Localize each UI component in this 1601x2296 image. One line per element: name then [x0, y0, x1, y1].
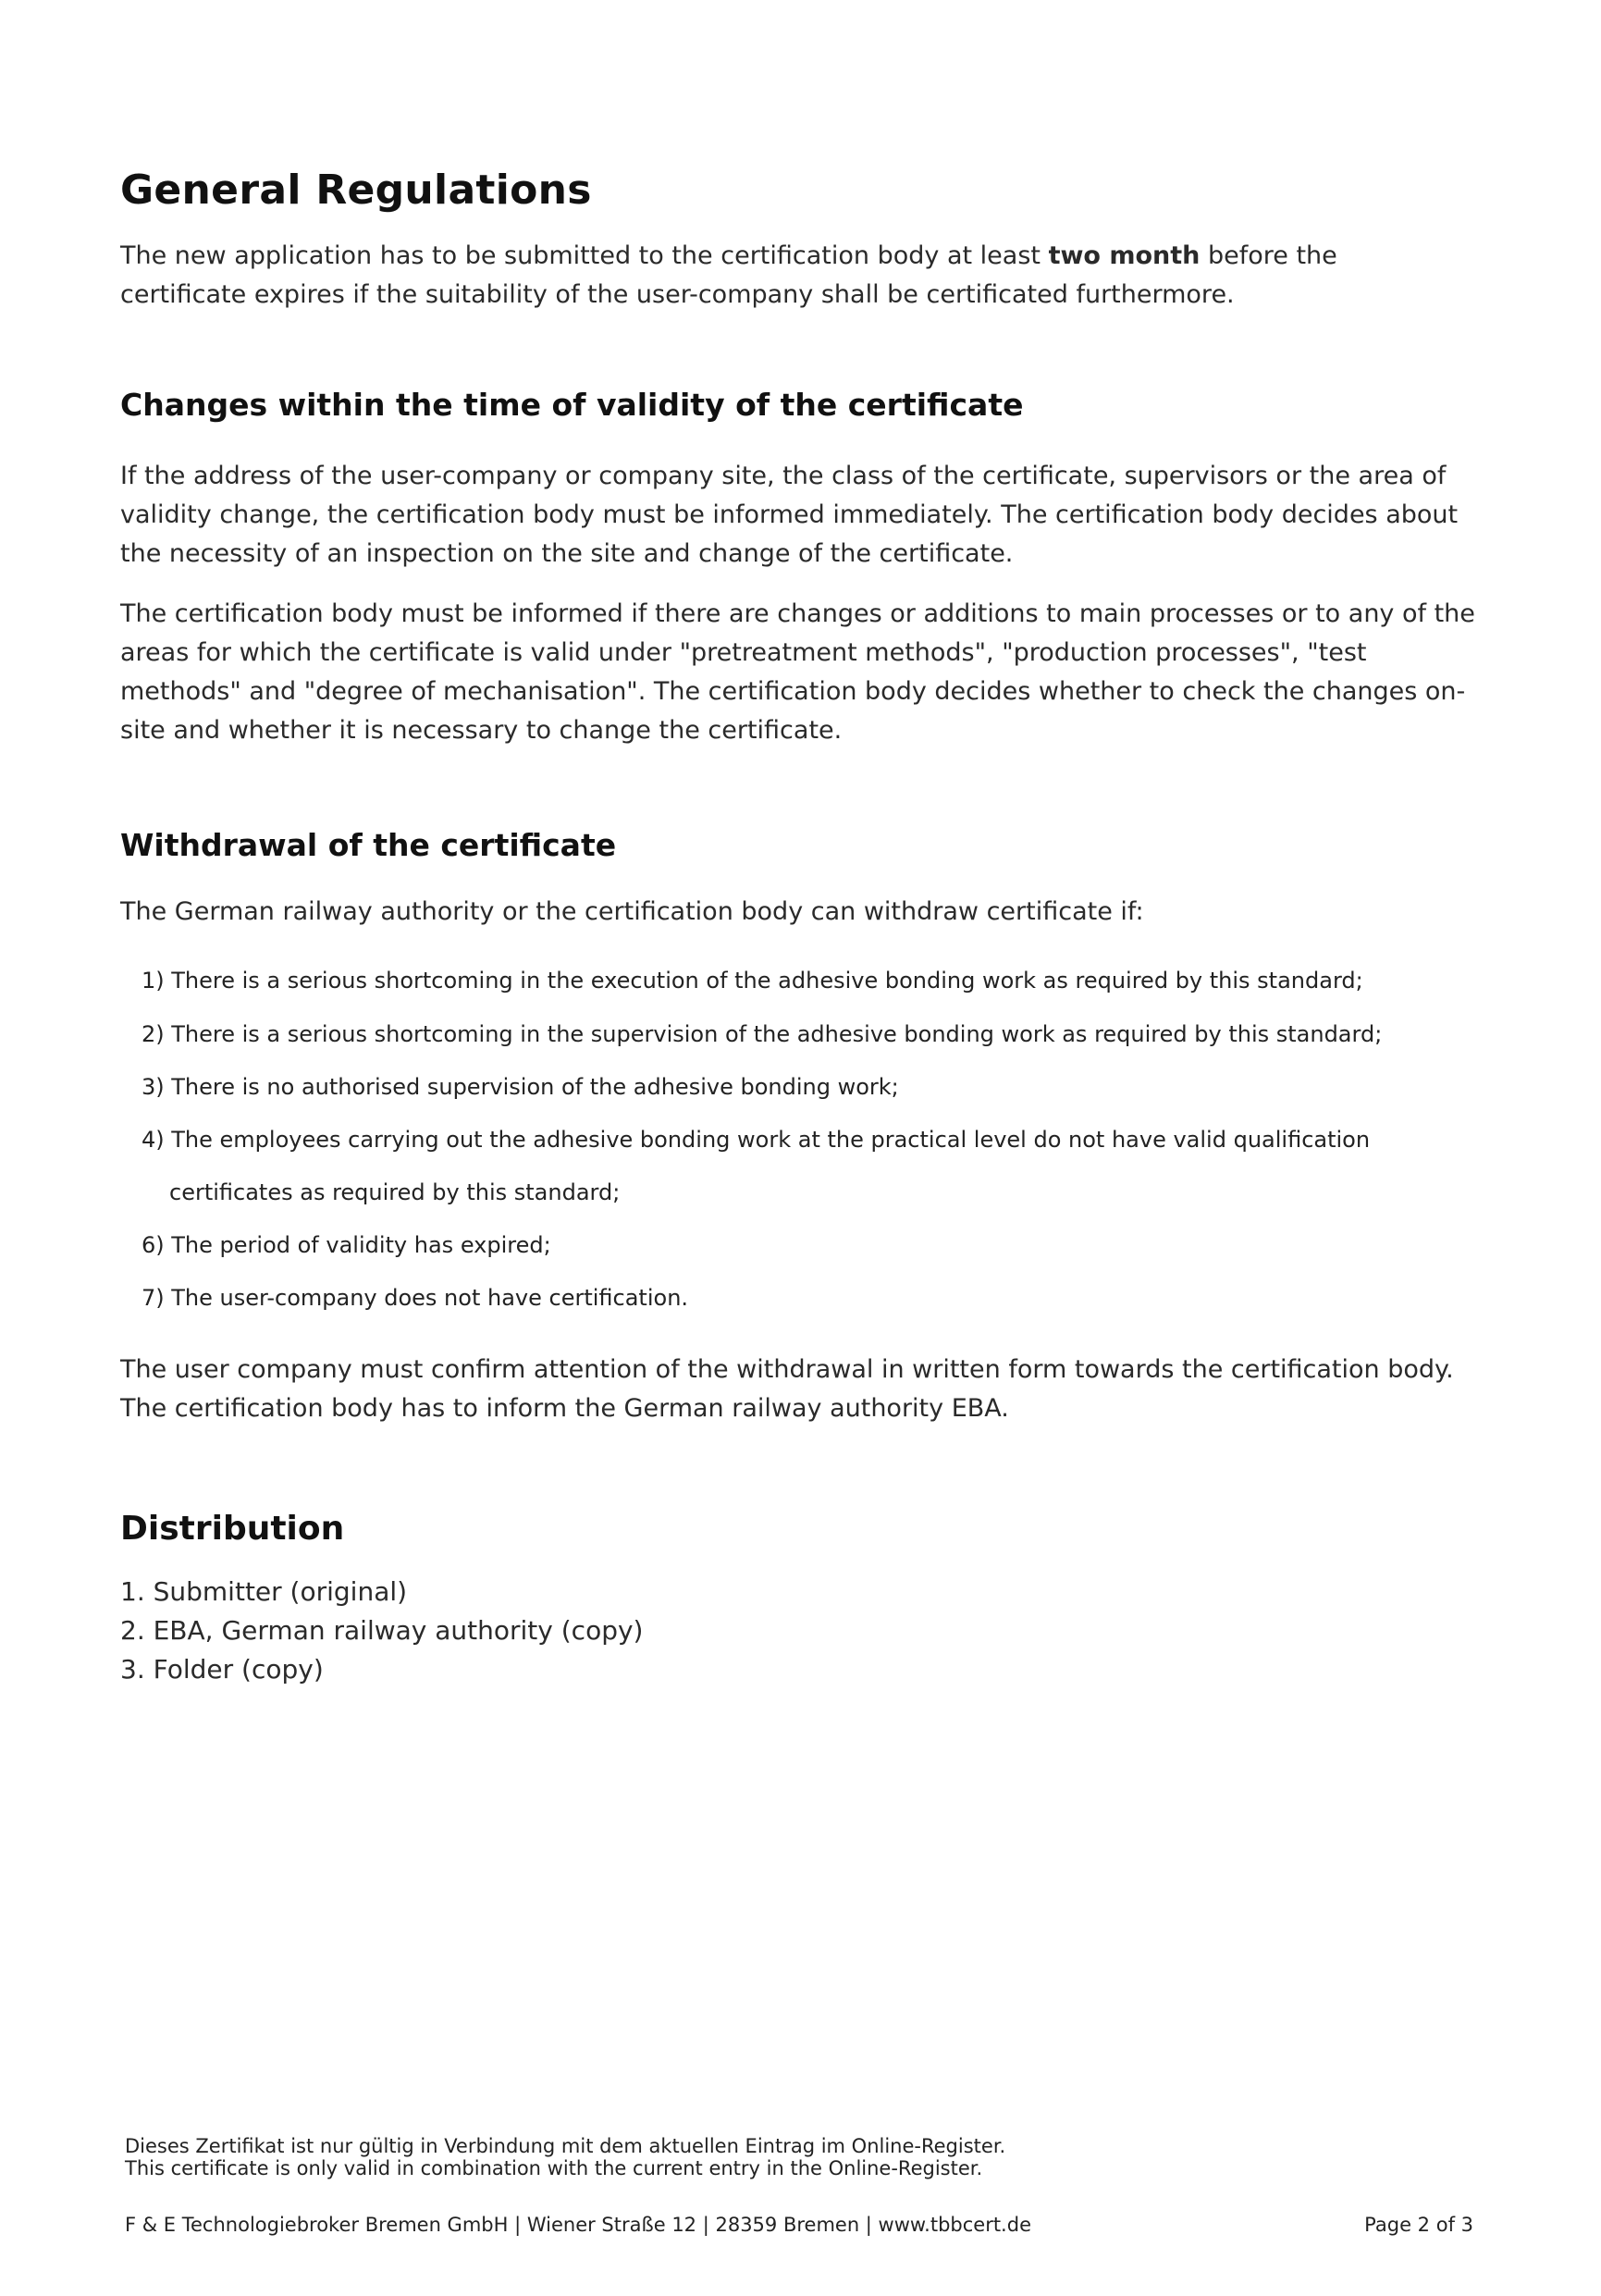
withdrawal-list	[142, 967, 1492, 1327]
withdrawal-intro	[120, 893, 1471, 932]
footer-note-en: This certificate is only valid in combination with the current entry in the Online-Register.	[125, 2157, 983, 2179]
general-text-bold: two month	[1048, 241, 1201, 270]
footer-company: F & E Technologiebroker Bremen GmbH | Wiener Straße 12 | 28359 Bremen | www.tbbcert.de	[125, 2214, 1031, 2236]
withdrawal-intro-text: The German railway authority or the certification body can withdraw certificate if:	[120, 897, 1144, 926]
page-number: Page 2 of 3	[1364, 2214, 1473, 2236]
withdrawal-section	[120, 827, 1471, 863]
general-text-after: before the certificate expires if the suitability of the user-company shall be certificated furthermore.	[120, 241, 1337, 309]
general-text-before: The new application has to be submitted to the certification body at least	[120, 241, 1049, 270]
withdrawal-item-2: 2) There is a serious shortcoming in the supervision of the adhesive bonding work as required by this standard;	[142, 1021, 1383, 1047]
general-paragraph	[120, 237, 1434, 315]
changes-text-2: The certification body must be informed if there are changes or additions to main processes or to any of the areas for which the certificate is valid under "pretreatment methods", "production processes", "test methods" and "degree of mechanisation". The certification body decides whether to check the changes on-site and whether it is necessary to change the certificate.	[120, 599, 1475, 745]
withdrawal-item-3: 3) There is no authorised supervision of the adhesive bonding work;	[142, 1074, 899, 1100]
distribution-item-3: 3. Folder (copy)	[120, 1654, 324, 1685]
changes-section	[120, 387, 1471, 423]
distribution-item-2: 2. EBA, German railway authority (copy)	[120, 1615, 644, 1646]
distribution-section	[120, 1510, 1471, 1548]
withdrawal-title: Withdrawal of the certificate	[120, 827, 617, 863]
withdrawal-item-7: 7) The user-company does not have certification.	[142, 1285, 689, 1311]
footer-company-line	[125, 2214, 1475, 2236]
withdrawal-item-4-continued: certificates as required by this standard;	[169, 1179, 621, 1205]
withdrawal-item-1: 1) There is a serious shortcoming in the execution of the adhesive bonding work as required by this standard;	[142, 968, 1363, 994]
changes-text-1: If the address of the user-company or company site, the class of the certificate, supervisors or the area of validity change, the certification body must be informed immediately. The certification body decides about the necessity of an inspection on the site and change of the certificate.	[120, 462, 1459, 568]
distribution-title: Distribution	[120, 1510, 345, 1548]
general-section	[120, 167, 1471, 214]
withdrawal-item-4: 4) The employees carrying out the adhesive bonding work at the practical level do not have valid qualification	[142, 1127, 1371, 1153]
footer-note	[125, 2135, 1475, 2179]
changes-paragraph-2	[120, 595, 1480, 750]
distribution-item-1: 1. Submitter (original)	[120, 1576, 408, 1607]
withdrawal-closing	[120, 1351, 1480, 1428]
withdrawal-closing-text: The user company must confirm attention of the withdrawal in written form towards the certification body. The certification body has to inform the German railway authority EBA.	[120, 1355, 1454, 1423]
withdrawal-item-6: 6) The period of validity has expired;	[142, 1232, 551, 1258]
footer-note-de: Dieses Zertifikat ist nur gültig in Verbindung mit dem aktuellen Eintrag im Online-Register.	[125, 2135, 1006, 2157]
distribution-list	[120, 1573, 1471, 1689]
general-title: General Regulations	[120, 167, 592, 214]
changes-title: Changes within the time of validity of the certificate	[120, 387, 1024, 423]
changes-paragraph-1	[120, 457, 1480, 574]
